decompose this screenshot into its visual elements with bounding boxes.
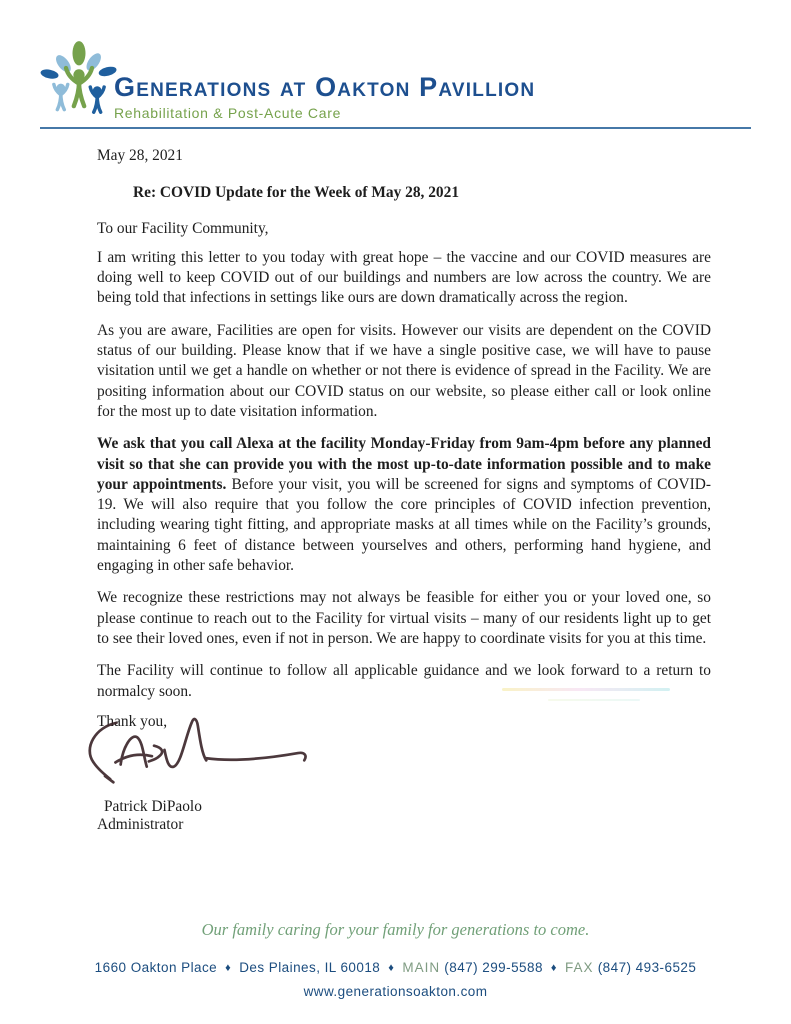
fax-label: FAX xyxy=(565,960,594,975)
diamond-separator-icon: ♦ xyxy=(225,962,232,974)
paragraph-4: We recognize these restrictions may not always be feasible for either you or your loved one, so please continue to reach out to the Facility for virtual visits – many of our residents light up to get to see their loved ones, even if not in person. We are happy to coordinate visits for you at this time. xyxy=(97,589,711,647)
paragraph-3-bold: We ask that you call Alexa at the facility Monday-Friday from 9am-4pm before any planned visit so that she can provide you with the most up-to-date information possible and to make your appointments. xyxy=(97,435,711,493)
footer-address: 1660 Oakton Place xyxy=(94,960,218,975)
letter-body xyxy=(97,146,711,835)
paragraph-3 xyxy=(97,434,711,576)
brand-title: Generations at Oakton Pavillion xyxy=(114,72,536,102)
paragraph-2: As you are aware, Facilities are open for visits. However our visits are dependent on the COVID status of our building. Please know that if we have a single positive case, we will have to pause visitation until we get a handle on whether or not there is evidence of spread in the Facility. We are positing information about our COVID status on our website, so please either call or look online for the most up to date visitation information. xyxy=(97,321,711,420)
signer-name: Patrick DiPaolo xyxy=(104,797,202,815)
closing-block xyxy=(97,712,711,798)
brand-subtitle: Rehabilitation & Post-Acute Care xyxy=(114,105,342,121)
main-phone-label: MAIN xyxy=(402,960,441,975)
footer-tagline: Our family caring for your family for generations to come. xyxy=(201,920,590,939)
paragraph-3-rest: Before your visit, you will be screened for signs and symptoms of COVID-19. We will also require that you follow the core principles of COVID infection prevention, including wearing tight fitting, and appropriate masks at all times while on the Facility’s grounds, maintaining 6 feet of distance between yourselves and others, performing hand hygiene, and engaging in other safe behavior. xyxy=(97,475,711,575)
letter-date: May 28, 2021 xyxy=(97,147,183,164)
header-divider xyxy=(40,127,751,129)
salutation: To our Facility Community, xyxy=(97,219,269,237)
scan-artifact-line xyxy=(502,688,670,691)
scan-artifact-line xyxy=(548,699,640,701)
diamond-separator-icon: ♦ xyxy=(550,962,557,974)
fax-number: (847) 493-6525 xyxy=(597,960,697,975)
paragraph-5: The Facility will continue to follow all applicable guidance and we look forward to a return to normalcy soon. xyxy=(97,662,711,700)
website-url: www.generationsoakton.com xyxy=(303,984,488,999)
brand-block xyxy=(114,74,535,121)
closing-text: Thank you, xyxy=(97,712,168,730)
diamond-separator-icon: ♦ xyxy=(388,962,395,974)
footer-city: Des Plaines, IL 60018 xyxy=(239,960,381,975)
handwritten-signature-icon xyxy=(81,710,321,794)
main-phone-number: (847) 299-5588 xyxy=(444,960,543,975)
paragraph-1: I am writing this letter to you today with great hope – the vaccine and our COVID measures are doing well to keep COVID out of our buildings and numbers are low across the country. We are being told that infections in settings like ours are down dramatically across the region. xyxy=(97,248,711,307)
family-tree-logo-icon xyxy=(40,40,118,122)
footer-contact-line xyxy=(0,960,791,975)
signer-title: Administrator xyxy=(97,816,184,834)
subject-line: Re: COVID Update for the Week of May 28, 2021 xyxy=(133,184,460,202)
